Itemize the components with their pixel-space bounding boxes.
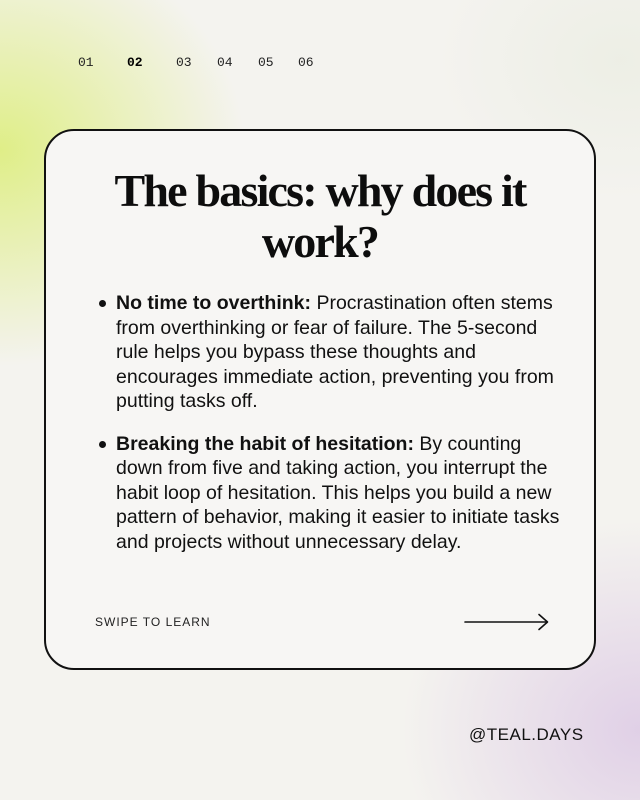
page-number-02[interactable]: 02 bbox=[127, 55, 143, 70]
bullet-dot-icon bbox=[99, 300, 106, 307]
arrow-right-icon[interactable] bbox=[464, 612, 550, 632]
page-number-01[interactable]: 01 bbox=[78, 55, 94, 70]
account-handle: @TEAL.DAYS bbox=[469, 725, 584, 744]
bullet-point-breaking-the-habit bbox=[96, 432, 566, 555]
bullet-point-no-time-to-overthink bbox=[96, 291, 566, 414]
bullet-dot-icon bbox=[99, 441, 106, 448]
bullet-heading: Breaking the habit of hesitation: bbox=[116, 432, 414, 455]
bullet-heading: No time to overthink: bbox=[116, 292, 312, 314]
content-card bbox=[44, 129, 596, 670]
page-number-04[interactable]: 04 bbox=[217, 55, 233, 70]
page-number-03[interactable]: 03 bbox=[176, 55, 192, 70]
swipe-to-learn-label: SWIPE TO LEARN bbox=[95, 615, 211, 629]
card-title: The basics: why does it work? bbox=[114, 165, 526, 267]
page-number-06[interactable]: 06 bbox=[298, 55, 314, 70]
page-number-05[interactable]: 05 bbox=[258, 55, 274, 70]
bullet-text: By counting down from five and taking action, you interrupt the habit loop of hesitation. This helps you build a new pattern of behavior, making it easier to initiate tasks and projects without unnecessary delay. bbox=[116, 432, 560, 553]
bullet-text: Procrastination often stems from overthinking or fear of failure. The 5-second rule helps you bypass these thoughts and encourages immediate action, preventing you from putting tasks off. bbox=[116, 292, 554, 412]
bullet-list bbox=[96, 291, 566, 572]
